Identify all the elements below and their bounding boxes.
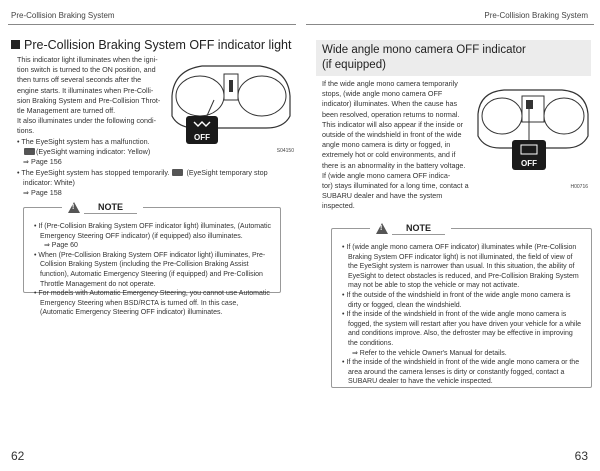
figure-off-label: OFF: [521, 159, 537, 168]
left-condition-list: • The EyeSight system has a malfunction. (EyeSight warning indicator: Yellow) ⇒ Page 156 • The EyeSight system has stopped temporarily. (EyeSight temporary stop indicator: White) ⇒ Page 158: [17, 137, 297, 198]
right-note-box: ! NOTE • If (wide angle mono camera OFF indicator) illuminates while (Pre-Collision Braking System OFF indicator light) is not illuminated, the field of view of the EyeSight system is narrower than usual. In this situation, the ability of EyeSight to detect obstacles is reduced, and Pre-Collision Braking System may not be able to stop the vehicle or may not activate. • If the outside of the windshield in front of the wide angle mono camera is dirty or fogged, clean the windshield. • If the inside of the windshield in front of the wide angle mono camera is fogged, the system will restart after you have driven your vehicle for a while and conditions improve. Also, the defroster may be effective in improving the conditions. ⇒ Refer to the vehicle Owner's Manual for details. • If the inside of the windshield in front of the wide angle mono camera or the area around the camera lenses is dirty or constantly fogged, contact a SUBARU dealer to have the vehicle inspected.: [331, 228, 592, 388]
left-note-box: ! NOTE • If (Pre-Collision Braking System OFF indicator light) illuminates, (Automatic Emergency Steering OFF indicator) (if equipped) also illuminates. ⇒ Page 60 • When (Pre-Collision Braking System OFF indicator light) illuminates, Pre-Collision Braking System (including the Pre-Collision Braking Assist function), Automatic Emergency Steering (if equipped) and Pre-Collision Throttle Management do not operate. • For models with Automatic Emergency Steering, you cannot use Automatic Emergency Steering when BSD/RCTA is turned off. In this case, (Automatic Emergency Steering OFF indicator) illuminates.: [23, 207, 281, 293]
page-header: [0, 0, 600, 22]
eyesight-temporary-stop-icon: [172, 169, 183, 176]
left-figure-code: S04150: [276, 148, 294, 154]
left-intro-text: This indicator light illuminates when the igni- tion switch is turned to the ON position, and then turns off several seconds after the engine starts. It illuminates when Pre-Colli- sion Braking System and Pre-Collision Throt- tle Management are turned off. It also illuminates under the following condi- tions.: [17, 55, 161, 136]
list-item: • The EyeSight system has a malfunction.: [17, 137, 150, 146]
left-section-title: Pre-Collision Braking System OFF indicator light: [11, 38, 291, 52]
list-item: • If the inside of the windshield in front of the wide angle mono camera is fogged, the system will restart after you have driven your vehicle for a while and conditions improve. Also, the defroster may be effective in improving the conditions.: [342, 311, 582, 347]
note-heading: ! NOTE: [62, 200, 143, 215]
left-instrument-figure: [166, 56, 296, 152]
warning-triangle-icon: [376, 223, 388, 234]
note-heading: ! NOTE: [370, 221, 451, 236]
list-item: • For models with Automatic Emergency Steering, you cannot use Automatic Emergency Steering when BSD/RCTA is turned off. In this case, (Automatic Emergency Steering OFF indicator) illuminates.: [34, 290, 270, 317]
list-item: • If (wide angle mono camera OFF indicator) illuminates while (Pre-Collision Braking System OFF indicator light) is not illuminated, the field of view of the EyeSight system is narrower than usual. In this situation, the ability of EyeSight to detect obstacles is reduced, and Pre-Collision Braking System may not be able to stop the vehicle or may not activate.: [342, 244, 579, 290]
right-section-title: Wide angle mono camera OFF indicator (if equipped): [316, 40, 591, 76]
right-figure-code: H00716: [570, 184, 588, 190]
right-header-rule: [306, 24, 594, 25]
left-header-rule: [8, 24, 296, 25]
left-page-number: 62: [11, 449, 25, 463]
list-item: • If the outside of the windshield in front of the wide angle mono camera is dirty or fogged, clean the windshield.: [342, 291, 571, 309]
list-item: • If the inside of the windshield in front of the wide angle mono camera or the area around the camera lenses is dirty or constantly fogged, contact a SUBARU dealer to have the vehicle inspected.: [342, 359, 580, 386]
list-item: • The EyeSight system has stopped temporarily. (EyeSight temporary stop indicator: White): [17, 167, 268, 187]
right-running-header: Pre-Collision Braking System: [484, 11, 588, 20]
section-square-icon: [11, 40, 20, 49]
list-item: • When (Pre-Collision Braking System OFF indicator light) illuminates, Pre-Collision Braking System (including the Pre-Collision Braking Assist function), Automatic Emergency Steering (if equipped) and Pre-Collision Throttle Management do not operate.: [34, 251, 266, 288]
right-instrument-figure: [474, 84, 592, 190]
eyesight-warning-icon: [24, 148, 35, 155]
left-running-header: Pre-Collision Braking System: [11, 11, 115, 20]
right-page-number: 63: [574, 449, 588, 463]
figure-off-label: OFF: [194, 133, 210, 142]
right-intro-text: If the wide angle mono camera temporarily stops, (wide angle mono camera OFF indicator) illuminates. When the cause has been resolved, operation returns to normal. This indicator will also appear if the inside or outside of the windshield in front of the wide angle mono camera is dirty or fogged, in extremely hot or cold environments, and if there is an abnormality in the battery voltage. If (wide angle mono camera OFF indica- tor) stays illuminated for a long time, contact a SUBARU dealer and have the system inspected.: [322, 79, 469, 211]
warning-triangle-icon: [68, 202, 80, 213]
list-item: • If (Pre-Collision Braking System OFF indicator light) illuminates, (Automatic Emergency Steering OFF indicator) (if equipped) also illuminates.: [34, 223, 272, 240]
